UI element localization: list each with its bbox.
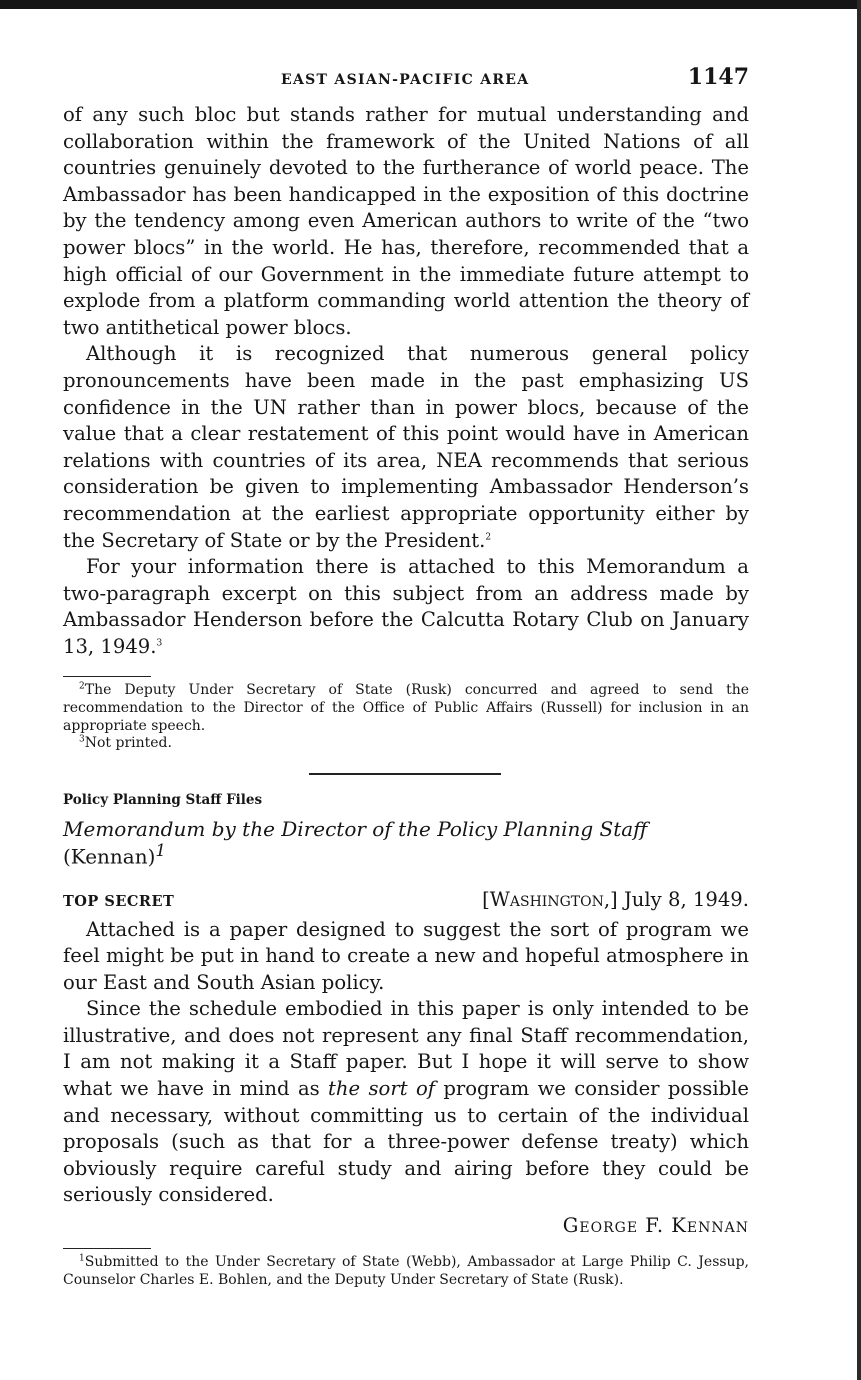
scan-right-border [857,0,861,1380]
footnote-mark: 3 [79,734,85,745]
title-footnote-ref: 1 [155,840,167,860]
footnote-text: Submitted to the Under Secretary of State (Webb), Ambassador at Large Philip C. Jessup, Counselor Charles E. Bohlen, and the Deputy Under Secretary of State (Rusk). [63,1254,749,1288]
footnote-text: Not printed. [84,735,172,752]
memo-paragraph-1: Attached is a paper designed to suggest the sort of program we feel might be put in hand to create a new and hopeful atmosphere in our East and South Asian policy. [63,917,749,994]
paragraph-3-text: For your information there is attached to this Memorandum a two-paragraph excerpt on this subject from an address made by Ambassador Henderson before the Calcutta Rotary Club on January 13, 1949. [63,555,749,658]
scan-top-border [0,0,861,9]
page-header [63,62,749,102]
date-text: July 8, 1949. [623,887,749,911]
memo-p2-after: program we consider possible and necessary, without committing us to certain of the individual proposals (such as that for a three-power defense treaty) which obviously require careful study and airing before they could be seriously considered. [63,1077,750,1207]
footnote-1 [63,1254,749,1289]
footnote-rule [63,676,151,677]
footnote-rule [63,1248,151,1249]
date-place: [Washington,] [482,887,618,911]
document-author: (Kennan) [63,844,156,869]
classification-label: TOP SECRET [63,892,175,910]
footnote-3 [63,735,749,753]
page-number: 1147 [687,64,749,90]
footnote-ref-3: 3 [156,638,163,649]
memo-paragraph-2 [63,996,749,1209]
document-title-text: Memorandum by the Director of the Policy Planning Staff [63,816,648,841]
document-title [63,817,749,869]
paragraph-2-text: Although it is recognized that numerous general policy pronouncements have been made in the past emphasizing US confidence in the UN rather than in power blocs, because of the value that a clear restatement of this point would have in American relations with countries of its area, NEA recommends that serious consideration be given to implementing Ambassador Henderson’s recommendation at the earliest appropriate opportunity either by the Secretary of State or by the President. [63,342,749,552]
signature: George F. Kennan [562,1214,749,1238]
paragraph-1: of any such bloc but stands rather for mutual understanding and collaboration within the framework of the United Nations of all countries genuinely devoted to the furtherance of world peace. The Ambassador has been handicapped in the exposition of this doctrine by the tendency among even American authors to write of the “two power blocs” in the world. He has, therefore, recommended that a high official of our Government in the immediate future attempt to explode from a platform commanding world attention the theory of two antithetical power blocs. [63,103,749,339]
paragraph-2 [63,341,749,554]
footnote-2 [63,682,749,735]
document-source: Policy Planning Staff Files [63,791,263,808]
memo-p2-before: Since the schedule embodied in this paper is only intended to be illustrative, and does not represent any final Staff recommendation, I am not making it a Staff paper. But I hope it will serve to show what we have in mind as [63,997,749,1101]
document-date [482,888,749,911]
footnote-text: The Deputy Under Secretary of State (Rusk) concurred and agreed to send the recommendation to the Director of the Office of Public Affairs (Russell) for inclusion in an appropriate speech. [63,682,749,734]
running-title: EAST ASIAN-PACIFIC AREA [281,72,530,88]
footnote-mark: 1 [79,1253,85,1264]
footnote-ref-2: 2 [485,531,492,542]
section-divider [309,773,501,775]
dateline [63,888,749,914]
memo-p2-italic: the sort of [328,1077,435,1101]
paragraph-3 [63,554,749,660]
footnote-mark: 2 [79,681,85,692]
book-page [63,62,749,1289]
